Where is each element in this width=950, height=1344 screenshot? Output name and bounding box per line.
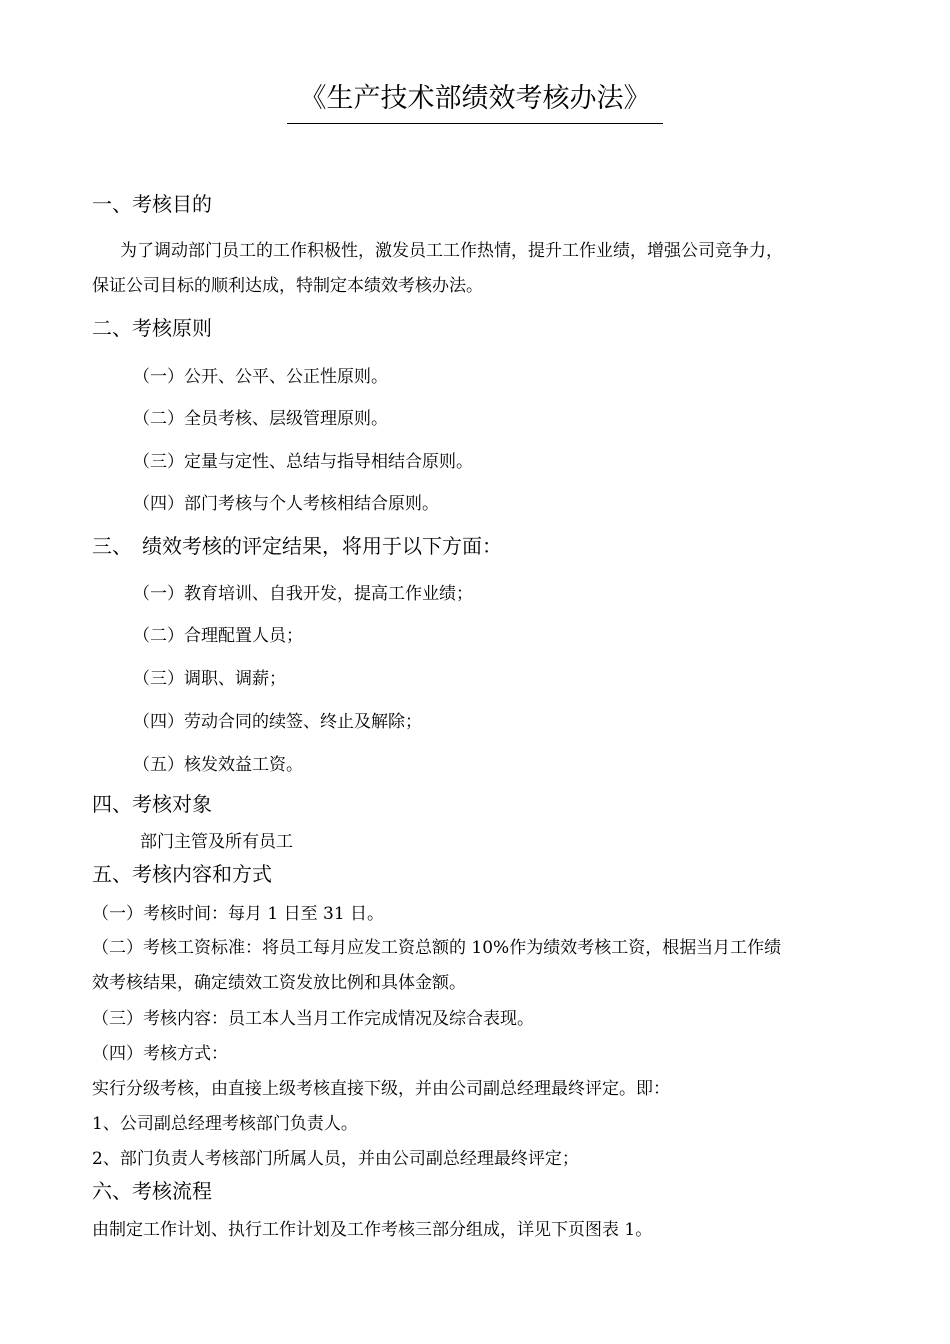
- paragraph-line: 部门主管及所有员工: [140, 832, 293, 852]
- list-item: （二）合理配置人员；: [133, 626, 303, 646]
- title-underline: [287, 123, 663, 124]
- paragraph-line: 由制定工作计划、执行工作计划及工作考核三部分组成，详见下页图表 1。: [92, 1220, 653, 1240]
- paragraph-line: 效考核结果，确定绩效工资发放比例和具体金额。: [92, 973, 466, 993]
- list-item: （一）教育培训、自我开发，提高工作业绩；: [133, 584, 473, 604]
- list-item: （一）公开、公平、公正性原则。: [133, 367, 388, 387]
- paragraph-line: 保证公司目标的顺利达成，特制定本绩效考核办法。: [92, 276, 483, 296]
- list-item: （三）调职、调薪；: [133, 669, 286, 689]
- list-item: （四）劳动合同的续签、终止及解除；: [133, 712, 422, 732]
- paragraph-line: 为了调动部门员工的工作积极性，激发员工工作热情，提升工作业绩，增强公司竞争力，: [120, 241, 783, 261]
- section-heading-principles: 二、考核原则: [92, 316, 212, 340]
- section-heading-targets: 四、考核对象: [92, 792, 212, 816]
- list-item: （二）全员考核、层级管理原则。: [133, 409, 388, 429]
- list-item: （三）定量与定性、总结与指导相结合原则。: [133, 452, 473, 472]
- paragraph-line: （三）考核内容：员工本人当月工作完成情况及综合表现。: [92, 1009, 534, 1029]
- paragraph-line: （四）考核方式：: [92, 1044, 228, 1064]
- paragraph-line: （二）考核工资标准：将员工每月应发工资总额的 10%作为绩效考核工资，根据当月工作绩: [92, 938, 782, 958]
- paragraph-line: 实行分级考核，由直接上级考核直接下级，并由公司副总经理最终评定。即：: [92, 1079, 670, 1099]
- paragraph-line: 2、部门负责人考核部门所属人员，并由公司副总经理最终评定；: [92, 1149, 579, 1169]
- section-heading-process: 六、考核流程: [92, 1179, 212, 1203]
- paragraph-line: 1、公司副总经理考核部门负责人。: [92, 1114, 358, 1134]
- list-item: （五）核发效益工资。: [133, 755, 303, 775]
- paragraph-line: （一）考核时间：每月 1 日至 31 日。: [92, 904, 385, 924]
- section-heading-results-usage: 三、 绩效考核的评定结果，将用于以下方面：: [92, 534, 502, 558]
- section-heading-purpose: 一、考核目的: [92, 192, 212, 216]
- list-item: （四）部门考核与个人考核相结合原则。: [133, 494, 439, 514]
- document-title: 《生产技术部绩效考核办法》: [299, 83, 651, 114]
- section-heading-content-method: 五、考核内容和方式: [92, 862, 272, 886]
